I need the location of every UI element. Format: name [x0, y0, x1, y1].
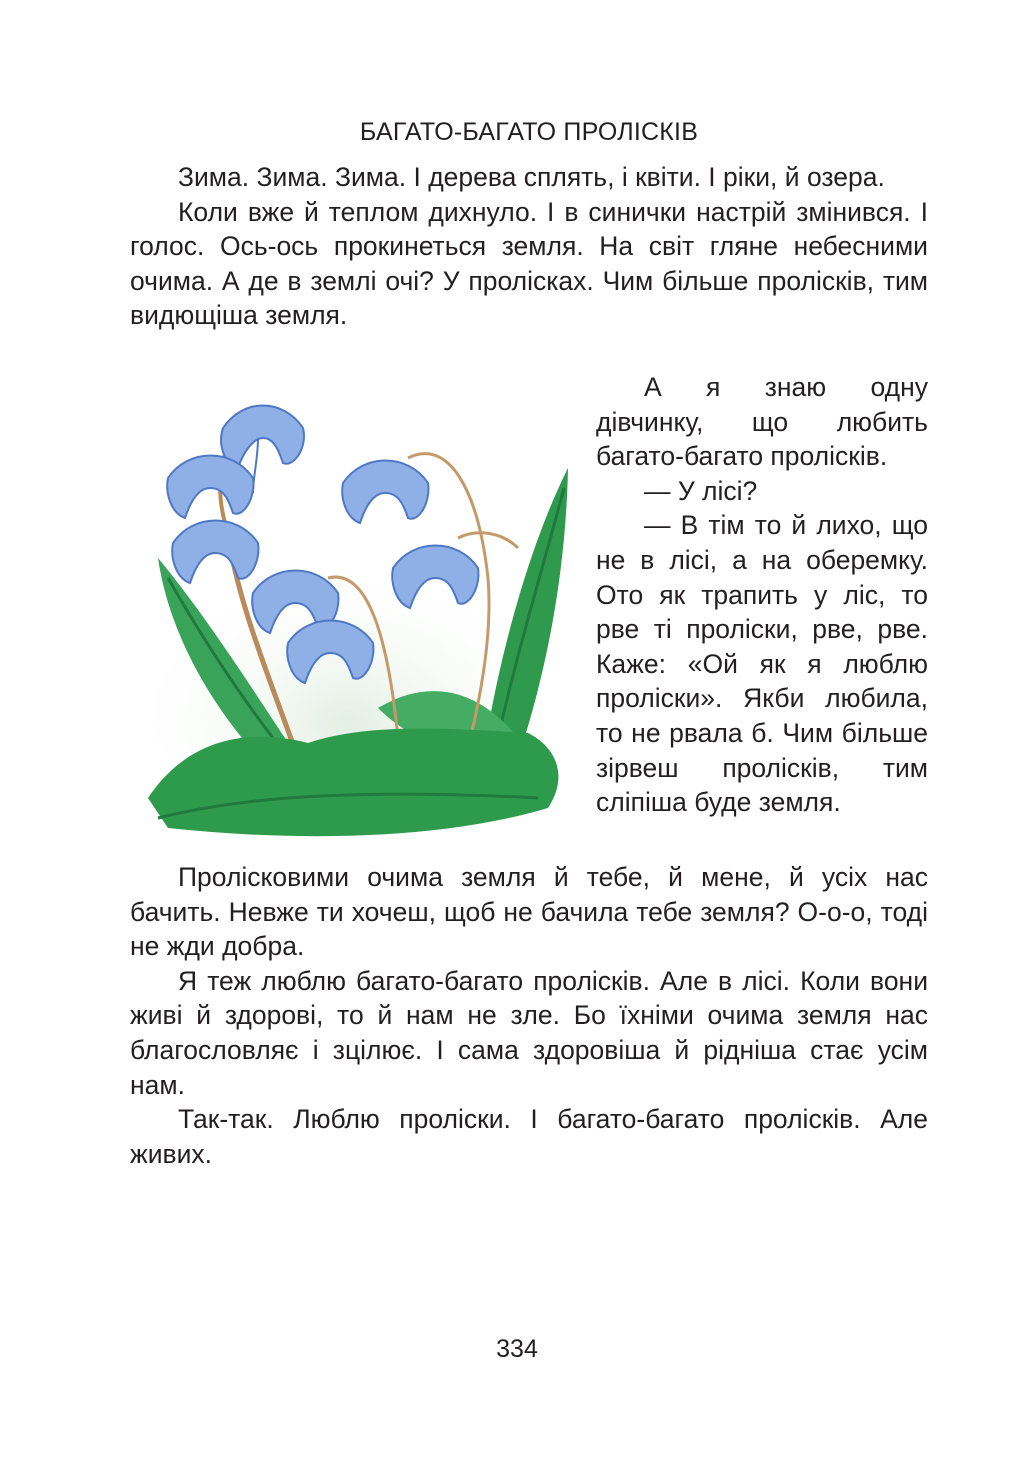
page-number: 334: [496, 1335, 538, 1363]
flower: [167, 456, 253, 519]
paragraph: Коли вже й теплом дихнуло. І в синички настрій змінився. І голос. Ось-ось прокинеться земля. На світ гляне небесними очима. А де в землі очі? У пролісках. Чим більше пролісків, тим видющіша земля.: [130, 196, 928, 331]
text-block-side: [596, 370, 928, 820]
paragraph: А я знаю одну дівчинку, що любить багато-багато пролісків.: [596, 372, 928, 472]
paragraph: Зима. Зима. Зима. І дерева сплять, і квіти. І ріки, й озера.: [178, 162, 885, 192]
flowers-drawing: [128, 378, 588, 848]
paragraph: — У лісі?: [644, 475, 758, 506]
flower: [342, 461, 428, 524]
paragraph: Пролісковими очима земля й тебе, й мене, й усіх нас бачить. Невже ти хочеш, щоб не бачила тебе земля? О-о-о, тоді не жди добра.: [130, 862, 928, 962]
scilla-flowers-illustration: [128, 378, 588, 848]
text-block-top: [130, 160, 928, 333]
stem: [458, 533, 518, 548]
text-block-bottom: [130, 860, 928, 1171]
paragraph: Так-так. Люблю проліски. І багато-багато пролісків. Але живих.: [130, 1104, 928, 1169]
paragraph: — В тім то й лихо, що не в лісі, а на оберемку. Ото як трапить у ліс, то рве ті проліски, рве, рве. Каже: «Ой як я люблю проліски». Якби любила, то не рвала б. Чим більше зірвеш пролісків, тим сліпіша буде земля.: [596, 510, 928, 818]
paragraph: Я теж люблю багато-багато пролісків. Але в лісі. Коли вони живі й здорові, то й нам не зле. Бо їхніми очима земля нас благословляє і зцілює. І сама здоровіша й рідніша стає усім нам.: [130, 965, 928, 1100]
page-title: БАГАТО-БАГАТО ПРОЛІСКІВ: [359, 118, 699, 146]
